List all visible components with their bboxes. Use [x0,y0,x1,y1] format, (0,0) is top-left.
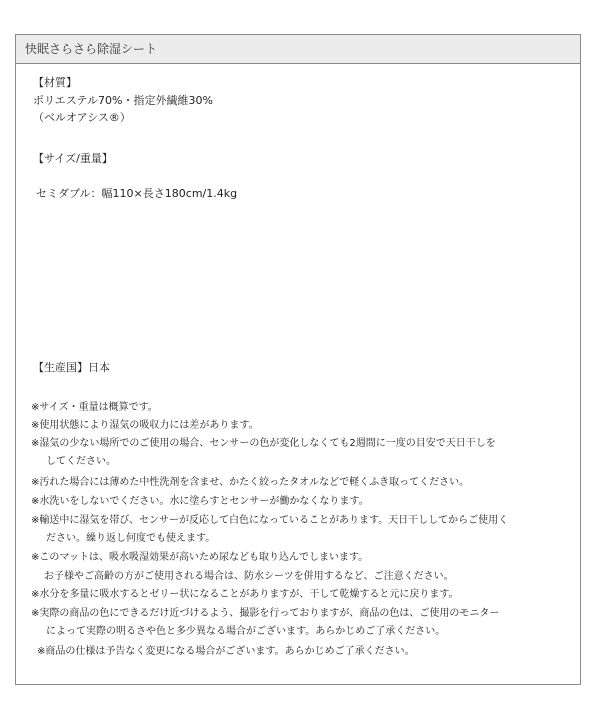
note-item-continuation: してください。 [46,456,116,467]
note-item: ※サイズ・重量は概算です。 [31,402,158,413]
note-item-continuation: お子様やご高齢の方がご使用される場合は、防水シーツを併用するなど、ご注意ください。 [44,571,454,582]
note-item: ※水洗いをしないでください。水に塗らすとセンサーが働かなくなります。 [31,496,369,507]
spec-sheet [15,34,581,685]
note-item: ※汚れた場合には薄めた中性洗剤を含ませ、かたく絞ったタオルなどで軽くふき取ってください。 [31,477,470,488]
note-item: ※輸送中に湿気を帯び、センサーが反応して白色になっていることがあります。天日干ししてからご使用く [31,515,509,526]
size-value: セミダブル：幅110×長さ180cm/1.4kg [36,187,238,200]
note-item: ※湿気の少ない場所でのご使用の場合、センサーの色が変化しなくても2週間に一度の目安で天日干しを [31,438,496,449]
note-item-continuation: によって実際の明るさや色と多少異なる場合がございます。あらかじめご了承ください。 [46,626,446,637]
size-heading: 【サイズ/重量】 [33,152,113,165]
note-item: ※商品の仕様は予告なく変更になる場合がございます。あらかじめご了承ください。 [37,646,415,657]
material-heading: 【材質】 [33,76,77,89]
note-item: ※使用状態により湿気の吸収力には差があります。 [31,420,259,431]
note-item: ※実際の商品の色にできるだけ近づけるよう、撮影を行っておりますが、商品の色は、ご使用のモニター [31,608,500,619]
material-brand: （ベルオアシス®） [33,111,131,124]
note-item: ※このマットは、吸水吸湿効果が高いため尿なども取り込んでしまいます。 [31,552,369,563]
note-item-continuation: ださい。繰り返し何度でも使えます。 [46,533,216,544]
origin-country: 【生産国】日本 [33,361,110,374]
product-title: 快眠さらさら除湿シート [16,35,580,64]
note-item: ※水分を多量に吸水するとゼリー状になることがありますが、干して乾燥すると元に戻ります。 [31,589,459,600]
material-composition: ポリエステル70%・指定外繊維30% [33,94,213,107]
